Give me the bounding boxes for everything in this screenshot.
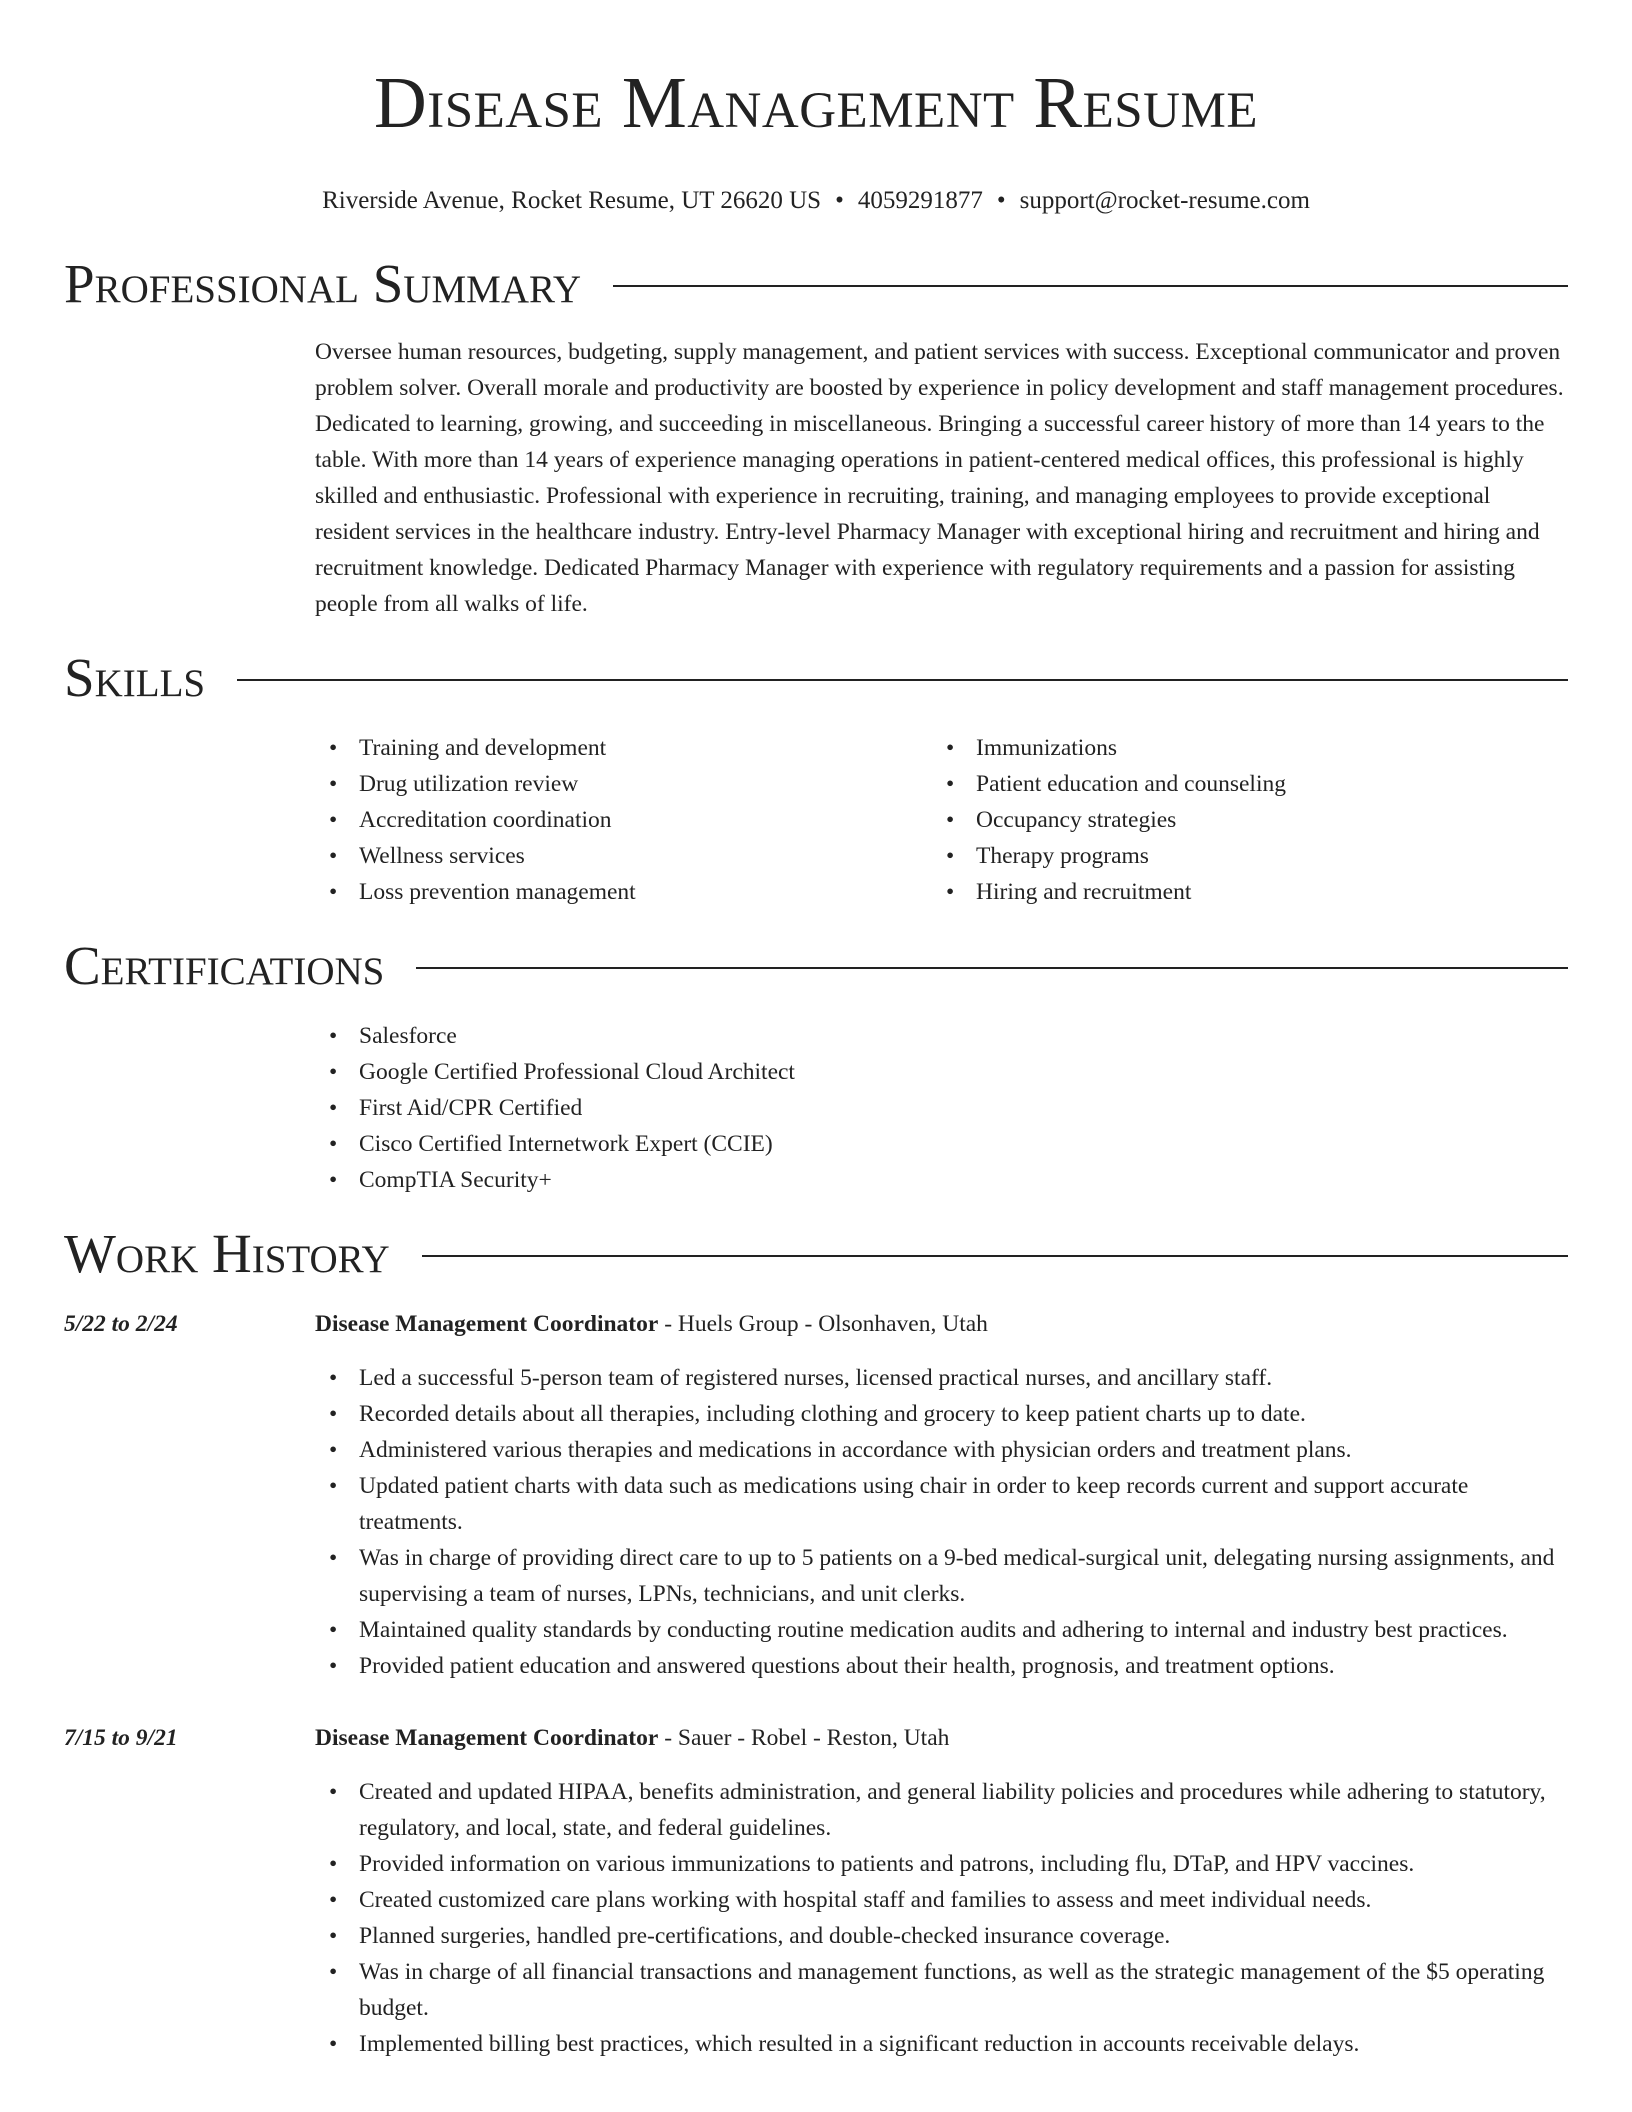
skills-grid — [315, 730, 1568, 910]
skill-item: • Occupancy strategies — [932, 802, 1549, 838]
job-title: Disease Management Coordinator — [315, 1725, 659, 1751]
contact-separator: • — [835, 187, 844, 214]
job-entry — [64, 1720, 1568, 2062]
job-bullet: • Created customized care plans working with hospital staff and families to assess and meet individual needs. — [315, 1882, 1568, 1918]
certifications-section-header — [64, 936, 1568, 996]
job-bullet: • Updated patient charts with data such as medications using chair in order to keep records current and support accurate treatments. — [315, 1468, 1568, 1540]
job-dates: 5/22 to 2/24 — [64, 1311, 178, 1337]
job-bullet: • Created and updated HIPAA, benefits administration, and general liability policies and procedures while adhering to statutory, regulatory, and local, state, and federal guidelines. — [315, 1774, 1568, 1846]
skill-item: • Patient education and counseling — [932, 766, 1549, 802]
summary-section-header — [64, 254, 1568, 314]
work-history-heading: Work History — [64, 1223, 390, 1284]
work-history-section-header — [64, 1224, 1568, 1284]
job-dates: 7/15 to 9/21 — [64, 1725, 178, 1751]
certifications-heading: Certifications — [64, 935, 385, 996]
job-bullet: • Planned surgeries, handled pre-certifications, and double-checked insurance coverage. — [315, 1918, 1568, 1954]
skill-item: • Loss prevention management — [315, 874, 932, 910]
skills-heading: Skills — [64, 647, 206, 708]
job-bullet: • Implemented billing best practices, which resulted in a significant reduction in accounts receivable delays. — [315, 2026, 1568, 2062]
summary-heading: Professional Summary — [64, 253, 582, 314]
skill-item: • Immunizations — [932, 730, 1549, 766]
job-bullet-list — [315, 1774, 1568, 2062]
job-title-line — [315, 1306, 988, 1342]
skill-item: • Drug utilization review — [315, 766, 932, 802]
section-divider — [613, 285, 1568, 287]
contact-phone: 4059291877 — [857, 187, 983, 214]
job-bullet-list — [315, 1360, 1568, 1684]
section-divider — [422, 1255, 1568, 1257]
contact-line — [64, 186, 1568, 216]
summary-text: Oversee human resources, budgeting, supply management, and patient services with success. Exceptional communicator and proven problem solver. Overall morale and productivity are boosted by experience in policy development and staff management procedures. Dedicated to learning, growing, and succeeding in miscellaneous. Bringing a successful career history of more than 14 years to the table. With more than 14 years of experience managing operations in patient-centered medical offices, this professional is highly skilled and enthusiastic. Professional with experience in recruiting, training, and managing employees to provide exceptional resident services in the healthcare industry. Entry-level Pharmacy Manager with exceptional hiring and recruitment and hiring and recruitment knowledge. Dedicated Pharmacy Manager with experience with regulatory requirements and a passion for assisting people from all walks of life. — [315, 339, 1564, 617]
skills-section-header — [64, 648, 1568, 708]
job-bullet: • Administered various therapies and medications in accordance with physician orders and treatment plans. — [315, 1432, 1568, 1468]
skill-item: • Training and development — [315, 730, 932, 766]
skills-left-list — [315, 730, 932, 910]
job-employer: - Sauer - Robel - Reston, Utah — [658, 1725, 950, 1751]
certification-item: • Cisco Certified Internetwork Expert (CCIE) — [315, 1126, 1568, 1162]
skills-right-list — [932, 730, 1549, 910]
job-employer: - Huels Group - Olsonhaven, Utah — [658, 1311, 988, 1337]
certification-item: • Salesforce — [315, 1018, 1568, 1054]
job-bullet: • Recorded details about all therapies, including clothing and grocery to keep patient charts up to date. — [315, 1396, 1568, 1432]
job-bullet: • Provided patient education and answered questions about their health, prognosis, and treatment options. — [315, 1648, 1568, 1684]
resume-title: Disease Management Resume — [374, 62, 1258, 143]
job-bullet: • Led a successful 5-person team of registered nurses, licensed practical nurses, and ancillary staff. — [315, 1360, 1568, 1396]
skill-item: • Wellness services — [315, 838, 932, 874]
skill-item: • Hiring and recruitment — [932, 874, 1549, 910]
job-bullet: • Maintained quality standards by conducting routine medication audits and adhering to internal and industry best practices. — [315, 1612, 1568, 1648]
skill-item: • Accreditation coordination — [315, 802, 932, 838]
skill-item: • Therapy programs — [932, 838, 1549, 874]
job-bullet: • Provided information on various immunizations to patients and patrons, including flu, DTaP, and HPV vaccines. — [315, 1846, 1568, 1882]
contact-email: support@rocket-resume.com — [1019, 187, 1310, 214]
contact-separator: • — [996, 187, 1006, 214]
certification-item: • CompTIA Security+ — [315, 1162, 1568, 1198]
job-title: Disease Management Coordinator — [315, 1311, 659, 1337]
section-divider — [416, 967, 1568, 969]
job-header — [64, 1720, 1568, 1756]
certifications-list — [315, 1018, 1568, 1198]
job-bullet: • Was in charge of providing direct care to up to 5 patients on a 9-bed medical-surgical unit, delegating nursing assignments, and supervising a team of nurses, LPNs, technicians, and unit clerks. — [315, 1540, 1568, 1612]
certification-item: • First Aid/CPR Certified — [315, 1090, 1568, 1126]
job-bullet: • Was in charge of all financial transactions and management functions, as well as the strategic management of the $5 operating budget. — [315, 1954, 1568, 2026]
section-divider — [237, 679, 1568, 681]
job-entry — [64, 1306, 1568, 1684]
certification-item: • Google Certified Professional Cloud Architect — [315, 1054, 1568, 1090]
job-header — [64, 1306, 1568, 1342]
contact-address: Riverside Avenue, Rocket Resume, UT 26620 US — [322, 187, 822, 214]
job-title-line — [315, 1720, 949, 1756]
